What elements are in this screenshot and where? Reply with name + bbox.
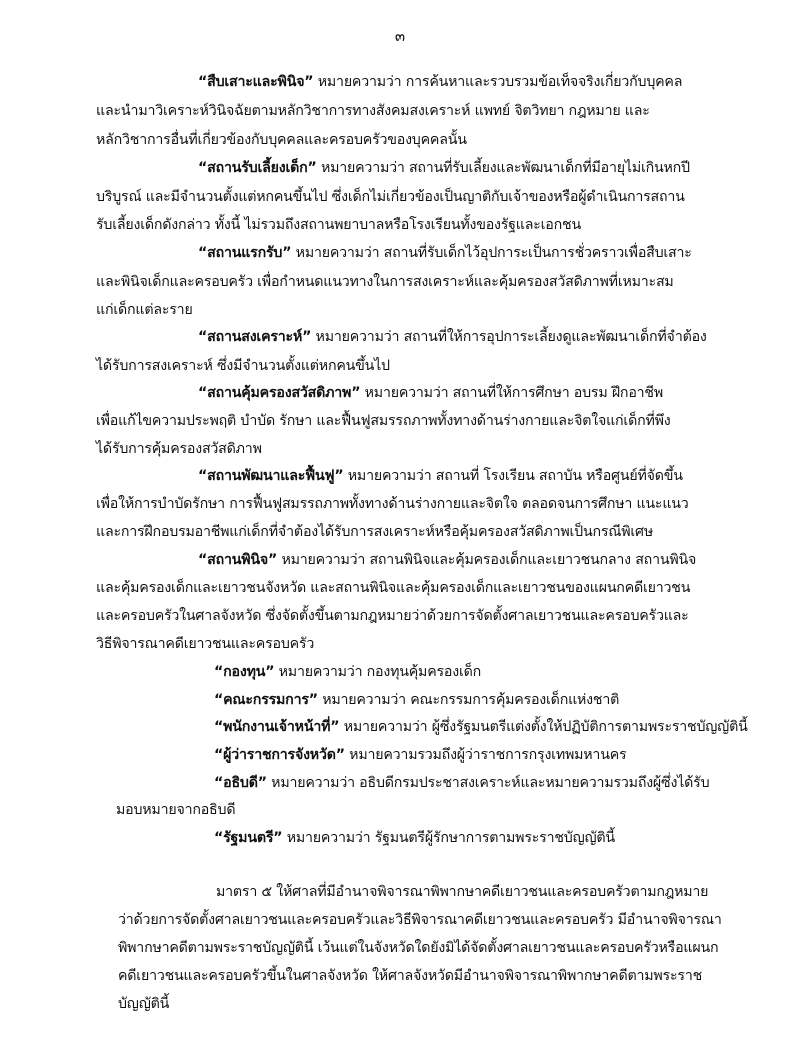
definition-text: หมายความว่า การค้นหาและรวบรวมข้อเท็จจริงเกี่ยวกับบุคคล: [313, 74, 683, 90]
definition-first-line: [214, 773, 709, 793]
definition-line: มอบหมายจากอธิบดี: [116, 802, 236, 818]
definition-line: และนำมาวิเคราะห์วินิจฉัยตามหลักวิชาการทางสังคมสงเคราะห์ แพทย์ จิตวิทยา กฎหมาย และ: [96, 103, 650, 119]
definition-text: หมายความว่า สถานที่ให้การอุปการะเลี้ยงดูและพัฒนาเด็กที่จำต้อง: [311, 329, 707, 345]
definition-term: “พนักงานเจ้าหน้าที่”: [214, 719, 340, 735]
definition-text: หมายความว่า คณะกรรมการคุ้มครองเด็กแห่งชาติ: [317, 692, 620, 708]
definition-line: แก่เด็กแต่ละราย: [96, 302, 193, 318]
definition-term: “คณะกรรมการ”: [214, 692, 318, 708]
definition-first-line: [198, 466, 683, 486]
definition-first-line: [198, 72, 682, 92]
definition-first-line: [198, 327, 707, 347]
page-number: ๓: [394, 27, 406, 45]
definition-text: หมายความว่า สถานพินิจและคุ้มครองเด็กและเยาวชนกลาง สถานพินิจ: [277, 552, 697, 568]
definition-line: เพื่อแก้ไขความประพฤติ บำบัด รักษา และฟื้นฟูสมรรถภาพทั้งทางด้านร่างกายและจิตใจแก่เด็กที่พึง: [96, 413, 671, 429]
definition-term: “สืบเสาะและพินิจ”: [198, 74, 314, 90]
definition-term: “ผู้ว่าราชการจังหวัด”: [214, 747, 345, 763]
definition-text: หมายความว่า รัฐมนตรีผู้รักษาการตามพระราชบัญญัตินี้: [282, 830, 615, 846]
definition-term: “รัฐมนตรี”: [214, 830, 283, 846]
section-line: ว่าด้วยการจัดตั้งศาลเยาวชนและครอบครัวและวิธีพิจารณาคดีเยาวชนและครอบครัว มีอำนาจพิจารณา: [118, 912, 722, 928]
section-line: คดีเยาวชนและครอบครัวขึ้นในศาลจังหวัด ให้ศาลจังหวัดมีอำนาจพิจารณาพิพากษาคดีตามพระราช: [118, 968, 703, 984]
definition-term: “สถานรับเลี้ยงเด็ก”: [198, 160, 317, 176]
definition-first-line: [214, 745, 626, 765]
section-line: มาตรา ๕ ให้ศาลที่มีอำนาจพิจารณาพิพากษาคดีเยาวชนและครอบครัวตามกฎหมาย: [216, 884, 709, 900]
definition-term: “กองทุน”: [214, 664, 275, 680]
definition-line: และครอบครัวในศาลจังหวัด ซึ่งจัดตั้งขึ้นตามกฎหมายว่าด้วยการจัดตั้งศาลเยาวชนและครอบครัวและ: [96, 608, 689, 624]
definition-text: หมายความรวมถึงผู้ว่าราชการกรุงเทพมหานคร: [344, 747, 627, 763]
definition-term: “อธิบดี”: [214, 775, 267, 791]
definition-line: และคุ้มครองเด็กและเยาวชนจังหวัด และสถานพินิจและคุ้มครองเด็กและเยาวชนของแผนกคดีเยาวชน: [96, 580, 691, 596]
definition-line: รับเลี้ยงเด็กดังกล่าว ทั้งนี้ ไม่รวมถึงสถานพยาบาลหรือโรงเรียนทั้งของรัฐและเอกชน: [96, 217, 581, 233]
definition-first-line: [198, 383, 663, 403]
definition-line: และพินิจเด็กและครอบครัว เพื่อกำหนดแนวทางในการสงเคราะห์และคุ้มครองสวัสดิภาพที่เหมาะสม: [96, 274, 674, 290]
section-line: พิพากษาคดีตามพระราชบัญญัตินี้ เว้นแต่ในจังหวัดใดยังมิได้จัดตั้งศาลเยาวชนและครอบครัวหรือแผนก: [118, 940, 719, 956]
definition-first-line: [214, 717, 748, 737]
definition-first-line: [198, 243, 692, 263]
definition-first-line: [214, 662, 481, 682]
definition-term: “สถานพินิจ”: [198, 552, 278, 568]
definition-line: ได้รับการสงเคราะห์ ซึ่งมีจำนวนตั้งแต่หกคนขึ้นไป: [96, 358, 390, 374]
definition-term: “สถานพัฒนาและฟื้นฟู”: [198, 468, 344, 484]
definition-line: เพื่อให้การบำบัดรักษา การฟื้นฟูสมรรถภาพทั้งทางด้านร่างกายและจิตใจ ตลอดจนการศึกษา แนะแนว: [96, 496, 689, 512]
definition-first-line: [198, 158, 690, 178]
definition-text: หมายความว่า กองทุนคุ้มครองเด็ก: [274, 664, 482, 680]
definition-text: หมายความว่า ผู้ซึ่งรัฐมนตรีแต่งตั้งให้ปฏิบัติการตามพระราชบัญญัตินี้: [339, 719, 748, 735]
definition-text: หมายความว่า สถานที่รับเลี้ยงและพัฒนาเด็กที่มีอายุไม่เกินหกปี: [316, 160, 690, 176]
definition-line: บริบูรณ์ และมีจำนวนตั้งแต่หกคนขึ้นไป ซึ่งเด็กไม่เกี่ยวข้องเป็นญาติกับเจ้าของหรือผู้ดำเนินการสถาน: [96, 189, 685, 205]
definition-term: “สถานสงเคราะห์”: [198, 329, 312, 345]
definition-term: “สถานแรกรับ”: [198, 245, 292, 261]
definition-line: ได้รับการคุ้มครองสวัสดิภาพ: [96, 441, 262, 457]
definition-line: วิธีพิจารณาคดีเยาวชนและครอบครัว: [96, 636, 315, 652]
definition-term: “สถานคุ้มครองสวัสดิภาพ”: [198, 385, 361, 401]
definition-line: และการฝึกอบรมอาชีพแก่เด็กที่จำต้องได้รับการสงเคราะห์หรือคุ้มครองสวัสดิภาพเป็นกรณีพิเศษ: [96, 524, 653, 540]
definition-first-line: [214, 828, 615, 848]
definition-line: หลักวิชาการอื่นที่เกี่ยวข้องกับบุคคลและครอบครัวของบุคคลนั้น: [96, 132, 467, 148]
definition-first-line: [214, 690, 619, 710]
section-line: บัญญัตินี้: [118, 996, 170, 1012]
definition-text: หมายความว่า สถานที่ โรงเรียน สถาบัน หรือศูนย์ที่จัดขึ้น: [343, 468, 683, 484]
definition-text: หมายความว่า สถานที่รับเด็กไว้อุปการะเป็นการชั่วคราวเพื่อสืบเสาะ: [291, 245, 692, 261]
definition-text: หมายความว่า สถานที่ให้การศึกษา อบรม ฝึกอาชีพ: [360, 385, 663, 401]
definition-first-line: [198, 550, 696, 570]
definition-text: หมายความว่า อธิบดีกรมประชาสงเคราะห์และหมายความรวมถึงผู้ซึ่งได้รับ: [266, 775, 710, 791]
